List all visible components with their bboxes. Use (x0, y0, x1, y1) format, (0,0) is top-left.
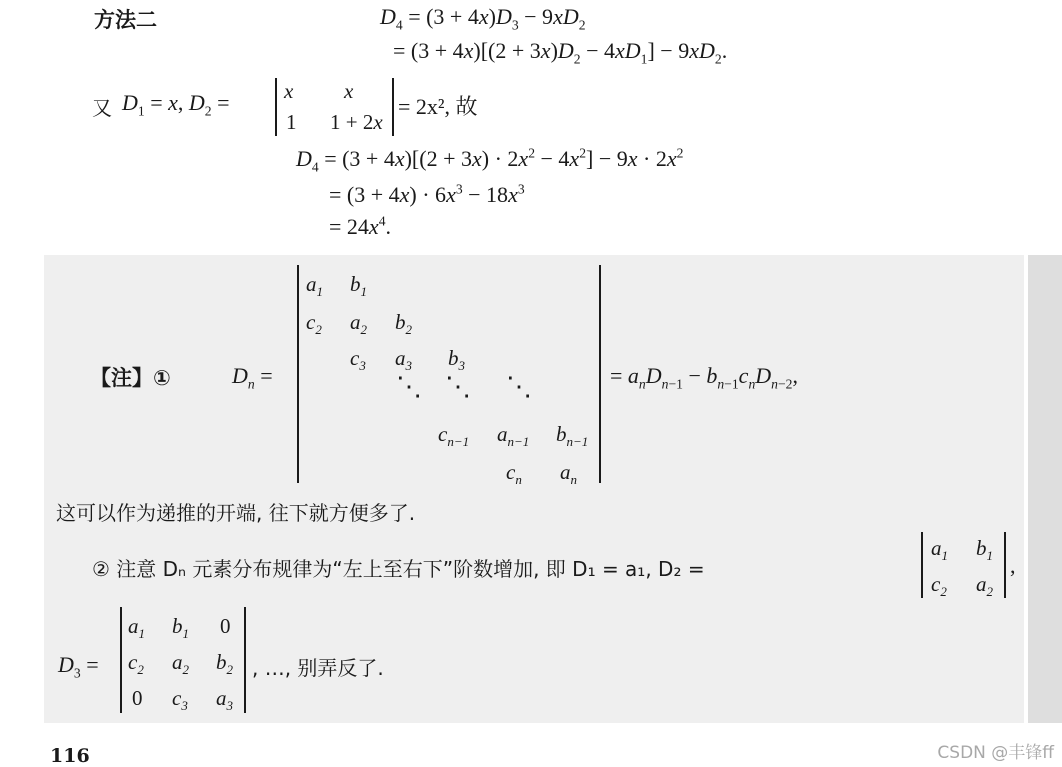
page-number: 116 (50, 745, 90, 767)
d3-cell: $c_3$ (172, 686, 188, 714)
detn-cell: $b_{n-1}$ (556, 422, 589, 450)
note2-det-cell: $b_1$ (976, 536, 994, 564)
det2-cell: x (344, 79, 354, 103)
detn-ddots: ⋱ (396, 372, 422, 401)
note2-det-cell: $a_2$ (976, 572, 994, 600)
detn-cell: $c_3$ (350, 346, 366, 374)
equation-line-5: = $24x^4$. (329, 213, 391, 239)
d3-cell: $a_3$ (216, 686, 234, 714)
det2-left-bar (275, 78, 277, 136)
note-label: 【注】① (90, 366, 171, 390)
detn-cell: $b_2$ (395, 310, 413, 338)
det2-cell: 1 + 2x (330, 110, 383, 134)
d3-cell: $b_2$ (216, 650, 234, 678)
d3-left-bar (120, 607, 122, 713)
detn-cell: $c_{n-1}$ (438, 422, 470, 450)
note2-det-cell: $a_1$ (931, 536, 949, 564)
equation-line-1: $D_4 = (3 + 4x)D_3 - 9xD_2$ (380, 4, 586, 33)
note2-det-cell: $c_2$ (931, 572, 947, 600)
watermark: CSDN @丰锋ff (937, 743, 1054, 763)
note2-det-right-bar (1004, 532, 1006, 598)
detn-cell: $a_1$ (306, 272, 324, 300)
d3-cell: $c_2$ (128, 650, 144, 678)
intro-prefix: 又 (92, 96, 112, 120)
d3-cell: $a_2$ (172, 650, 190, 678)
d3-cell: 0 (132, 686, 143, 710)
equation-line-3: $D_4 = (3 + 4x)[(2 + 3x) \cdot 2x^2 - 4x^2] - 9x \cdot 2x^2$ (296, 145, 684, 175)
detn-cell: $b_3$ (448, 346, 466, 374)
detn-cell: $a_2$ (350, 310, 368, 338)
intro-result: = 2x², 故 (398, 94, 478, 119)
d3-right-bar (244, 607, 246, 713)
method-heading: 方法二 (94, 8, 157, 32)
detn-right-bar (599, 265, 601, 483)
det2-right-bar (392, 78, 394, 136)
note1-text: 这可以作为递推的开端, 往下就方便多了. (56, 501, 416, 525)
detn-cell: $b_1$ (350, 272, 368, 300)
detn-ddots: ⋱ (506, 372, 532, 401)
equation-line-2: = $(3 + 4x)[(2 + 3x)D_2 - 4xD_1] - 9xD_2$. (393, 38, 728, 67)
d3-cell: $b_1$ (172, 614, 190, 642)
detn-cell: $c_2$ (306, 310, 322, 338)
d3-cell: 0 (220, 614, 231, 638)
note2-text: ② 注意 Dₙ 元素分布规律为“左上至右下”阶数增加, 即 D₁ = a₁, D₂ = (92, 557, 705, 581)
equation-line-4: = $(3 + 4x) \cdot 6x^3 - 18x^3$ (329, 181, 525, 207)
detn-cell: $a_n$ (560, 460, 578, 488)
detn-cell: $a_{n-1}$ (497, 422, 530, 450)
det2-cell: 1 (286, 110, 297, 134)
note-box (44, 255, 1024, 723)
detn-left-bar (297, 265, 299, 483)
det2-cell: x (284, 79, 294, 103)
d3-cell: $a_1$ (128, 614, 146, 642)
d3-lhs: $D_3$ = (58, 652, 99, 681)
note-box-edge (1028, 255, 1062, 723)
detn-cell: $c_n$ (506, 460, 522, 488)
intro-definitions: $D_1 = x$, $D_2$ = (122, 90, 230, 119)
dn-recurrence: = $a_nD_{n-1} - b_{n-1}c_nD_{n-2}$, (610, 363, 798, 392)
detn-cell: $a_3$ (395, 346, 413, 374)
detn-ddots: ⋱ (445, 372, 471, 401)
note2-det-left-bar (921, 532, 923, 598)
note3-text: , …, 别弄反了. (252, 656, 384, 680)
dn-lhs: $D_n$ = (232, 363, 273, 392)
note2-comma: , (1010, 553, 1016, 578)
